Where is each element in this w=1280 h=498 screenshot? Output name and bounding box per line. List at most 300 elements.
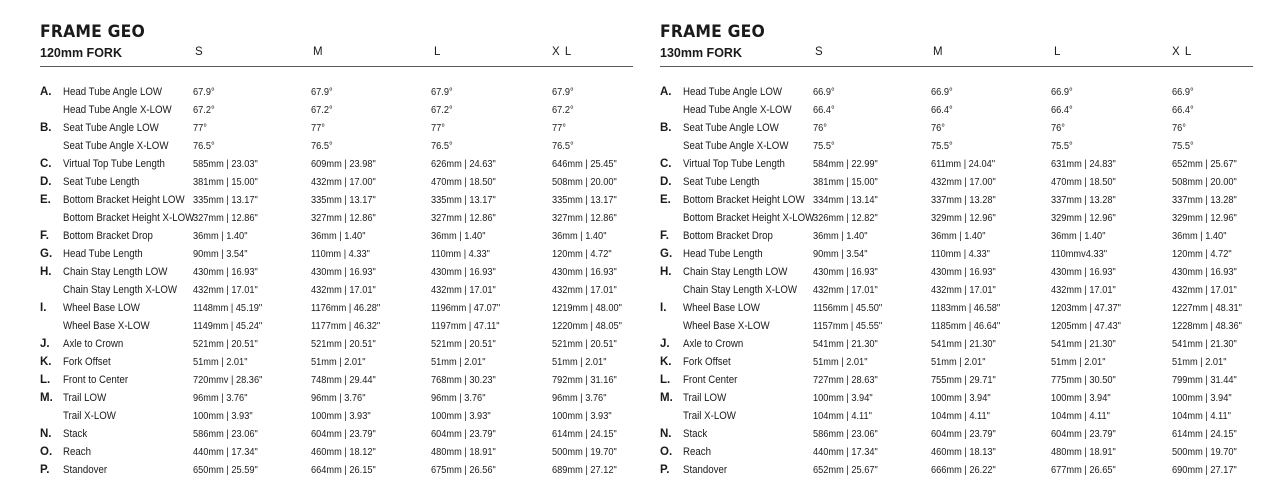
row-letter: A. [40,86,52,98]
value-cell-m: 521mm | 20.51" [311,338,376,350]
value-cell-s: 430mm | 16.93" [813,266,878,278]
row-letter: J. [40,338,50,350]
row-label: Wheel Base LOW [63,302,140,314]
header-divider [660,66,1253,67]
geo-row [660,371,1256,389]
value-cell-m: 460mm | 18.12" [311,446,376,458]
value-cell-xl: 51mm | 2.01" [1172,356,1227,368]
value-cell-m: 432mm | 17.00" [311,176,376,188]
value-cell-s: 36mm | 1.40" [193,230,248,242]
row-label: Reach [63,446,91,458]
value-cell-l: 76.5° [431,140,453,152]
value-cell-xl: 335mm | 13.17" [552,194,617,206]
row-label: Head Tube Angle LOW [63,86,163,98]
geo-row [40,245,636,263]
row-label: Head Tube Length [63,248,143,260]
row-label: Head Tube Angle X-LOW [63,104,172,116]
value-cell-l: 1197mm | 47.11" [431,320,500,332]
value-cell-xl: 100mm | 3.93" [552,410,612,422]
row-label: Bottom Bracket Height X-LOW [63,212,195,224]
geo-rows [660,83,1256,479]
fork-label: 120mm FORK [40,46,122,60]
value-cell-m: 76° [931,122,945,134]
value-cell-l: 66.4° [1051,104,1073,116]
value-cell-l: 470mm | 18.50" [431,176,496,188]
value-cell-xl: 51mm | 2.01" [552,356,607,368]
row-label: Bottom Bracket Height LOW [683,194,805,206]
row-label: Bottom Bracket Drop [683,230,773,242]
value-cell-s: 67.2° [193,104,215,116]
value-cell-s: 335mm | 13.17" [193,194,258,206]
value-cell-xl: 799mm | 31.44" [1172,374,1237,386]
row-label: Seat Tube Angle LOW [63,122,159,134]
row-letter: L. [660,374,671,386]
size-header-l: L [1054,46,1062,58]
row-label: Stack [63,428,88,440]
geo-row [660,299,1256,317]
geo-row [40,389,636,407]
value-cell-s: 90mm | 3.54" [193,248,248,260]
value-cell-m: 110mm | 4.33" [931,248,990,260]
row-letter: D. [660,176,672,188]
value-cell-l: 100mm | 3.93" [431,410,491,422]
geo-row [40,83,636,101]
value-cell-m: 67.9° [311,86,333,98]
value-cell-xl: 66.4° [1172,104,1194,116]
row-letter: F. [40,230,49,242]
value-cell-m: 1177mm | 46.32" [311,320,381,332]
value-cell-m: 36mm | 1.40" [311,230,366,242]
value-cell-m: 77° [311,122,325,134]
row-label: Front Center [683,374,738,386]
geo-row [660,119,1256,137]
value-cell-s: 652mm | 25.67" [813,464,878,476]
value-cell-xl: 500mm | 19.70" [552,446,617,458]
size-header-l: L [434,46,442,58]
row-letter: E. [40,194,51,206]
table-header [660,44,1256,64]
value-cell-l: 327mm | 12.86" [431,212,496,224]
value-cell-s: 100mm | 3.93" [193,410,253,422]
row-label: Chain Stay Length LOW [683,266,788,278]
row-letter: P. [660,464,670,476]
row-label: Bottom Bracket Height X-LOW [683,212,815,224]
value-cell-xl: 96mm | 3.76" [552,392,607,404]
geo-row [660,209,1256,227]
geo-row [40,299,636,317]
value-cell-m: 66.4° [931,104,953,116]
row-label: Seat Tube Length [63,176,140,188]
value-cell-l: 329mm | 12.96" [1051,212,1116,224]
geo-row [660,227,1256,245]
value-cell-l: 75.5° [1051,140,1073,152]
value-cell-m: 755mm | 29.71" [931,374,996,386]
value-cell-m: 51mm | 2.01" [311,356,366,368]
row-label: Head Tube Angle X-LOW [683,104,792,116]
row-letter: G. [40,248,53,260]
row-label: Stack [683,428,708,440]
value-cell-xl: 541mm | 21.30" [1172,338,1237,350]
value-cell-l: 36mm | 1.40" [1051,230,1106,242]
value-cell-xl: 77° [552,122,566,134]
value-cell-l: 604mm | 23.79" [1051,428,1116,440]
value-cell-m: 337mm | 13.28" [931,194,996,206]
row-label: Reach [683,446,711,458]
value-cell-s: 77° [193,122,207,134]
geo-row [40,353,636,371]
row-label: Virtual Top Tube Length [63,158,165,170]
value-cell-l: 675mm | 26.56" [431,464,496,476]
value-cell-m: 36mm | 1.40" [931,230,986,242]
row-letter: B. [660,122,672,134]
value-cell-s: 100mm | 3.94" [813,392,873,404]
row-label: Bottom Bracket Height LOW [63,194,185,206]
row-letter: H. [660,266,672,278]
value-cell-m: 748mm | 29.44" [311,374,376,386]
row-letter: G. [660,248,673,260]
value-cell-xl: 430mm | 16.93" [552,266,617,278]
geo-row [660,425,1256,443]
value-cell-s: 440mm | 17.34" [193,446,258,458]
value-cell-s: 66.9° [813,86,835,98]
geo-row [660,335,1256,353]
geo-row [40,407,636,425]
geo-row [660,317,1256,335]
value-cell-xl: 327mm | 12.86" [552,212,617,224]
size-header-m: M [313,46,324,58]
row-letter: I. [660,302,667,314]
value-cell-m: 100mm | 3.94" [931,392,991,404]
value-cell-xl: 66.9° [1172,86,1194,98]
panel-title: FRAME GEO [40,22,146,42]
value-cell-s: 1157mm | 45.55" [813,320,883,332]
value-cell-xl: 432mm | 17.01" [552,284,617,296]
geo-row [660,137,1256,155]
value-cell-s: 104mm | 4.11" [813,410,872,422]
row-label: Bottom Bracket Drop [63,230,153,242]
row-letter: A. [660,86,672,98]
row-letter: N. [40,428,52,440]
value-cell-xl: 508mm | 20.00" [552,176,617,188]
row-letter: M. [660,392,673,404]
geo-row [40,281,636,299]
value-cell-s: 76.5° [193,140,215,152]
value-cell-xl: 120mm | 4.72" [552,248,612,260]
value-cell-l: 335mm | 13.17" [431,194,496,206]
value-cell-m: 329mm | 12.96" [931,212,996,224]
value-cell-xl: 430mm | 16.93" [1172,266,1237,278]
value-cell-l: 430mm | 16.93" [1051,266,1116,278]
value-cell-s: 521mm | 20.51" [193,338,258,350]
row-letter: C. [40,158,52,170]
value-cell-l: 631mm | 24.83" [1051,158,1116,170]
geo-row [660,155,1256,173]
size-header-s: S [195,46,204,58]
row-label: Axle to Crown [63,338,124,350]
value-cell-m: 430mm | 16.93" [311,266,376,278]
geo-row [40,317,636,335]
value-cell-s: 66.4° [813,104,835,116]
row-letter: K. [40,356,52,368]
value-cell-xl: 329mm | 12.96" [1172,212,1237,224]
row-label: Seat Tube Angle X-LOW [683,140,789,152]
value-cell-s: 75.5° [813,140,835,152]
value-cell-l: 100mm | 3.94" [1051,392,1111,404]
row-label: Virtual Top Tube Length [683,158,785,170]
value-cell-xl: 337mm | 13.28" [1172,194,1237,206]
value-cell-m: 100mm | 3.93" [311,410,371,422]
value-cell-m: 609mm | 23.98" [311,158,376,170]
value-cell-s: 586mm | 23.06" [193,428,258,440]
size-header-s: S [815,46,824,58]
value-cell-s: 430mm | 16.93" [193,266,258,278]
value-cell-xl: 1227mm | 48.31" [1172,302,1242,314]
row-label: Wheel Base LOW [683,302,760,314]
header-divider [40,66,633,67]
value-cell-l: 521mm | 20.51" [431,338,496,350]
row-letter: K. [660,356,672,368]
value-cell-s: 432mm | 17.01" [193,284,258,296]
row-label: Trail X-LOW [683,410,736,422]
row-letter: I. [40,302,47,314]
value-cell-m: 664mm | 26.15" [311,464,376,476]
value-cell-l: 432mm | 17.01" [431,284,496,296]
value-cell-l: 775mm | 30.50" [1051,374,1116,386]
row-label: Head Tube Length [683,248,763,260]
row-letter: N. [660,428,672,440]
value-cell-s: 650mm | 25.59" [193,464,258,476]
value-cell-xl: 100mm | 3.94" [1172,392,1232,404]
value-cell-l: 51mm | 2.01" [431,356,486,368]
geo-row [40,119,636,137]
value-cell-l: 541mm | 21.30" [1051,338,1116,350]
value-cell-xl: 614mm | 24.15" [1172,428,1237,440]
geo-row [660,83,1256,101]
value-cell-xl: 521mm | 20.51" [552,338,617,350]
geo-row [40,443,636,461]
value-cell-xl: 432mm | 17.01" [1172,284,1237,296]
value-cell-l: 337mm | 13.28" [1051,194,1116,206]
geo-row [40,227,636,245]
value-cell-l: 432mm | 17.01" [1051,284,1116,296]
row-label: Chain Stay Length LOW [63,266,168,278]
value-cell-l: 66.9° [1051,86,1073,98]
row-label: Wheel Base X-LOW [683,320,770,332]
value-cell-s: 90mm | 3.54" [813,248,868,260]
value-cell-m: 75.5° [931,140,953,152]
value-cell-l: 480mm | 18.91" [431,446,496,458]
value-cell-s: 1148mm | 45.19" [193,302,263,314]
value-cell-m: 66.9° [931,86,953,98]
value-cell-l: 67.9° [431,86,453,98]
value-cell-s: 327mm | 12.86" [193,212,258,224]
value-cell-m: 430mm | 16.93" [931,266,996,278]
value-cell-xl: 689mm | 27.12" [552,464,617,476]
value-cell-l: 677mm | 26.65" [1051,464,1116,476]
row-label: Chain Stay Length X-LOW [683,284,798,296]
row-label: Standover [683,464,728,476]
value-cell-s: 585mm | 23.03" [193,158,258,170]
geo-row [660,443,1256,461]
row-letter: H. [40,266,52,278]
geo-row [660,191,1256,209]
geo-row [660,389,1256,407]
value-cell-m: 96mm | 3.76" [311,392,366,404]
value-cell-s: 76° [813,122,827,134]
value-cell-xl: 76° [1172,122,1186,134]
value-cell-xl: 1219mm | 48.00" [552,302,622,314]
value-cell-m: 104mm | 4.11" [931,410,990,422]
geo-row [40,461,636,479]
value-cell-l: 480mm | 18.91" [1051,446,1116,458]
row-label: Trail X-LOW [63,410,116,422]
geo-row [660,245,1256,263]
geo-rows [40,83,636,479]
value-cell-s: 326mm | 12.82" [813,212,878,224]
value-cell-xl: 76.5° [552,140,574,152]
value-cell-xl: 36mm | 1.40" [552,230,607,242]
fork-label: 130mm FORK [660,46,742,60]
value-cell-l: 110mm | 4.33" [431,248,490,260]
value-cell-xl: 67.9° [552,86,574,98]
geo-row [40,155,636,173]
value-cell-l: 430mm | 16.93" [431,266,496,278]
value-cell-xl: 500mm | 19.70" [1172,446,1237,458]
value-cell-m: 110mm | 4.33" [311,248,370,260]
value-cell-m: 51mm | 2.01" [931,356,986,368]
value-cell-xl: 120mm | 4.72" [1172,248,1232,260]
row-letter: J. [660,338,670,350]
row-label: Chain Stay Length X-LOW [63,284,178,296]
geo-row [40,137,636,155]
value-cell-l: 104mm | 4.11" [1051,410,1110,422]
value-cell-s: 432mm | 17.01" [813,284,878,296]
row-letter: D. [40,176,52,188]
row-label: Fork Offset [683,356,731,368]
value-cell-l: 1203mm | 47.37" [1051,302,1121,314]
value-cell-m: 327mm | 12.86" [311,212,376,224]
row-label: Seat Tube Length [683,176,760,188]
value-cell-s: 67.9° [193,86,215,98]
value-cell-s: 586mm | 23.06" [813,428,878,440]
row-label: Seat Tube Angle LOW [683,122,779,134]
row-letter: B. [40,122,52,134]
geo-row [40,173,636,191]
geo-row [40,371,636,389]
row-label: Head Tube Angle LOW [683,86,783,98]
size-header-xl: X L [552,46,573,58]
table-header [40,44,636,64]
value-cell-m: 67.2° [311,104,333,116]
geo-row [40,263,636,281]
frame-geo-120-panel [40,22,636,479]
value-cell-s: 381mm | 15.00" [193,176,258,188]
row-label: Wheel Base X-LOW [63,320,150,332]
value-cell-m: 335mm | 13.17" [311,194,376,206]
value-cell-m: 432mm | 17.01" [931,284,996,296]
value-cell-s: 51mm | 2.01" [813,356,868,368]
row-letter: E. [660,194,671,206]
value-cell-xl: 75.5° [1172,140,1194,152]
value-cell-l: 77° [431,122,445,134]
value-cell-s: 1156mm | 45.50" [813,302,883,314]
value-cell-m: 666mm | 26.22" [931,464,996,476]
value-cell-xl: 67.2° [552,104,574,116]
value-cell-m: 432mm | 17.01" [311,284,376,296]
value-cell-xl: 792mm | 31.16" [552,374,617,386]
value-cell-m: 1185mm | 46.64" [931,320,1001,332]
value-cell-m: 76.5° [311,140,333,152]
value-cell-m: 611mm | 24.04" [931,158,996,170]
geo-row [660,263,1256,281]
value-cell-m: 1183mm | 46.58" [931,302,1001,314]
value-cell-m: 460mm | 18.13" [931,446,996,458]
row-label: Fork Offset [63,356,111,368]
value-cell-m: 1176mm | 46.28" [311,302,381,314]
geo-row [40,425,636,443]
row-letter: P. [40,464,50,476]
value-cell-xl: 508mm | 20.00" [1172,176,1237,188]
value-cell-s: 584mm | 22.99" [813,158,878,170]
row-letter: F. [660,230,669,242]
value-cell-xl: 104mm | 4.11" [1172,410,1231,422]
value-cell-l: 67.2° [431,104,453,116]
value-cell-l: 768mm | 30.23" [431,374,496,386]
value-cell-xl: 36mm | 1.40" [1172,230,1227,242]
value-cell-s: 381mm | 15.00" [813,176,878,188]
geo-row [40,191,636,209]
value-cell-s: 36mm | 1.40" [813,230,868,242]
geo-row [660,173,1256,191]
value-cell-l: 36mm | 1.40" [431,230,486,242]
value-cell-l: 76° [1051,122,1065,134]
row-letter: O. [660,446,673,458]
value-cell-s: 51mm | 2.01" [193,356,248,368]
value-cell-xl: 690mm | 27.17" [1172,464,1237,476]
value-cell-s: 96mm | 3.76" [193,392,248,404]
geo-row [660,461,1256,479]
value-cell-s: 440mm | 17.34" [813,446,878,458]
value-cell-s: 334mm | 13.14" [813,194,878,206]
row-label: Standover [63,464,108,476]
geo-row [660,101,1256,119]
geo-row [40,209,636,227]
row-label: Trail LOW [63,392,107,404]
row-label: Seat Tube Angle X-LOW [63,140,169,152]
geo-row [660,353,1256,371]
panel-title: FRAME GEO [660,22,766,42]
row-letter: L. [40,374,51,386]
value-cell-l: 96mm | 3.76" [431,392,486,404]
value-cell-l: 1196mm | 47.07" [431,302,501,314]
value-cell-l: 51mm | 2.01" [1051,356,1106,368]
row-label: Trail LOW [683,392,727,404]
value-cell-m: 604mm | 23.79" [931,428,996,440]
geo-row [660,281,1256,299]
geo-row [660,407,1256,425]
geo-row [40,101,636,119]
geo-row [40,335,636,353]
value-cell-m: 604mm | 23.79" [311,428,376,440]
size-header-m: M [933,46,944,58]
value-cell-s: 541mm | 21.30" [813,338,878,350]
row-letter: C. [660,158,672,170]
value-cell-xl: 614mm | 24.15" [552,428,617,440]
value-cell-xl: 652mm | 25.67" [1172,158,1237,170]
size-header-xl: X L [1172,46,1193,58]
value-cell-xl: 1220mm | 48.05" [552,320,622,332]
row-letter: M. [40,392,53,404]
